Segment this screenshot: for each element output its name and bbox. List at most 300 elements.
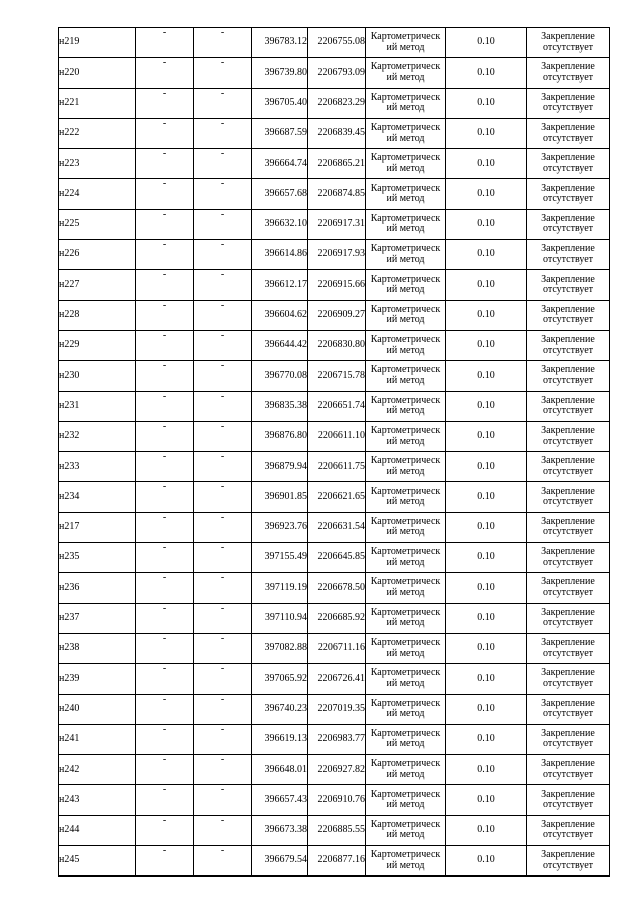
note-text-line-2: отсутствует bbox=[542, 768, 594, 780]
accuracy-cell: 0.10 bbox=[446, 664, 527, 694]
dash-cell: - bbox=[136, 482, 194, 512]
note-text-line-2: отсутствует bbox=[542, 647, 594, 659]
method-text-line-2: ий метод bbox=[386, 223, 425, 235]
point-name-cell: н232 bbox=[59, 421, 136, 451]
y-coordinate-cell: 2206910.76 bbox=[308, 785, 366, 815]
dash-cell: - bbox=[136, 88, 194, 118]
point-name-cell: н225 bbox=[59, 209, 136, 239]
table-row bbox=[59, 633, 610, 663]
point-name-cell: н224 bbox=[59, 179, 136, 209]
point-name-cell: н228 bbox=[59, 300, 136, 330]
note-cell bbox=[527, 330, 610, 360]
accuracy-cell: 0.10 bbox=[446, 815, 527, 845]
method-cell bbox=[366, 270, 446, 300]
method-text-line-1: Картометрическ bbox=[370, 243, 441, 255]
dash-cell: - bbox=[194, 240, 252, 270]
note-cell bbox=[527, 785, 610, 815]
dash-cell: - bbox=[194, 58, 252, 88]
y-coordinate-cell: 2206830.80 bbox=[308, 330, 366, 360]
note-cell bbox=[527, 270, 610, 300]
dash-cell: - bbox=[136, 755, 194, 785]
method-cell bbox=[366, 633, 446, 663]
table-row bbox=[59, 58, 610, 88]
method-text-line-2: ий метод bbox=[386, 708, 425, 720]
x-coordinate-cell: 396687.59 bbox=[252, 118, 308, 148]
note-cell bbox=[527, 512, 610, 542]
method-text-line-1: Картометрическ bbox=[370, 31, 441, 43]
y-coordinate-cell: 2206715.78 bbox=[308, 361, 366, 391]
table-row bbox=[59, 361, 610, 391]
table-row bbox=[59, 482, 610, 512]
method-text-line-2: ий метод bbox=[386, 435, 425, 447]
method-cell bbox=[366, 118, 446, 148]
x-coordinate-cell: 396673.38 bbox=[252, 815, 308, 845]
table-row bbox=[59, 88, 610, 118]
method-text-line-1: Картометрическ bbox=[370, 697, 441, 709]
table-row bbox=[59, 755, 610, 785]
note-cell bbox=[527, 603, 610, 633]
method-text-line-1: Картометрическ bbox=[370, 727, 441, 739]
note-cell bbox=[527, 543, 610, 573]
accuracy-cell: 0.10 bbox=[446, 58, 527, 88]
note-text-line-1: Закрепление bbox=[541, 61, 595, 73]
x-coordinate-cell: 396770.08 bbox=[252, 361, 308, 391]
dash-cell: - bbox=[194, 88, 252, 118]
y-coordinate-cell: 2206726.41 bbox=[308, 664, 366, 694]
note-cell bbox=[527, 391, 610, 421]
method-cell bbox=[366, 330, 446, 360]
y-coordinate-cell: 2206917.31 bbox=[308, 209, 366, 239]
accuracy-cell: 0.10 bbox=[446, 694, 527, 724]
dash-cell: - bbox=[194, 361, 252, 391]
note-cell bbox=[527, 755, 610, 785]
method-text-line-2: ий метод bbox=[386, 799, 425, 811]
x-coordinate-cell: 397065.92 bbox=[252, 664, 308, 694]
dash-cell: - bbox=[136, 300, 194, 330]
method-cell bbox=[366, 300, 446, 330]
note-text-line-2: отсутствует bbox=[542, 677, 594, 689]
note-text-line-2: отсутствует bbox=[542, 344, 594, 356]
dash-cell: - bbox=[194, 543, 252, 573]
table-row bbox=[59, 724, 610, 754]
y-coordinate-cell: 2206839.45 bbox=[308, 118, 366, 148]
accuracy-cell: 0.10 bbox=[446, 543, 527, 573]
dash-cell: - bbox=[136, 815, 194, 845]
dash-cell: - bbox=[194, 179, 252, 209]
note-text-line-1: Закрепление bbox=[541, 364, 595, 376]
table-row bbox=[59, 240, 610, 270]
note-cell bbox=[527, 724, 610, 754]
x-coordinate-cell: 396604.62 bbox=[252, 300, 308, 330]
dash-cell: - bbox=[136, 28, 194, 58]
table-body bbox=[59, 28, 610, 877]
note-text-line-1: Закрепление bbox=[541, 31, 595, 43]
method-cell bbox=[366, 58, 446, 88]
point-name-cell: н222 bbox=[59, 118, 136, 148]
note-text-line-1: Закрепление bbox=[541, 515, 595, 527]
x-coordinate-cell: 396740.23 bbox=[252, 694, 308, 724]
coordinates-table bbox=[58, 27, 610, 877]
method-cell bbox=[366, 240, 446, 270]
dash-cell: - bbox=[136, 694, 194, 724]
method-text-line-2: ий метод bbox=[386, 859, 425, 871]
note-text-line-2: отсутствует bbox=[542, 41, 594, 53]
y-coordinate-cell: 2206631.54 bbox=[308, 512, 366, 542]
accuracy-cell: 0.10 bbox=[446, 846, 527, 877]
dash-cell: - bbox=[136, 118, 194, 148]
point-name-cell: н219 bbox=[59, 28, 136, 58]
method-cell bbox=[366, 361, 446, 391]
note-text-line-2: отсутствует bbox=[542, 496, 594, 508]
y-coordinate-cell: 2206651.74 bbox=[308, 391, 366, 421]
method-cell bbox=[366, 391, 446, 421]
note-text-line-2: отсутствует bbox=[542, 617, 594, 629]
accuracy-cell: 0.10 bbox=[446, 118, 527, 148]
method-text-line-1: Картометрическ bbox=[370, 455, 441, 467]
note-cell bbox=[527, 421, 610, 451]
method-text-line-2: ий метод bbox=[386, 465, 425, 477]
note-cell bbox=[527, 361, 610, 391]
y-coordinate-cell: 2206621.65 bbox=[308, 482, 366, 512]
y-coordinate-cell: 2206755.08 bbox=[308, 28, 366, 58]
x-coordinate-cell: 396783.12 bbox=[252, 28, 308, 58]
method-text-line-2: ий метод bbox=[386, 374, 425, 386]
dash-cell: - bbox=[136, 785, 194, 815]
note-text-line-2: отсутствует bbox=[542, 556, 594, 568]
note-cell bbox=[527, 633, 610, 663]
x-coordinate-cell: 396901.85 bbox=[252, 482, 308, 512]
x-coordinate-cell: 396632.10 bbox=[252, 209, 308, 239]
point-name-cell: н229 bbox=[59, 330, 136, 360]
dash-cell: - bbox=[136, 573, 194, 603]
accuracy-cell: 0.10 bbox=[446, 209, 527, 239]
accuracy-cell: 0.10 bbox=[446, 28, 527, 58]
y-coordinate-cell: 2206874.85 bbox=[308, 179, 366, 209]
x-coordinate-cell: 396612.17 bbox=[252, 270, 308, 300]
table-row bbox=[59, 179, 610, 209]
method-cell bbox=[366, 421, 446, 451]
point-name-cell: н237 bbox=[59, 603, 136, 633]
accuracy-cell: 0.10 bbox=[446, 785, 527, 815]
method-text-line-2: ий метод bbox=[386, 41, 425, 53]
y-coordinate-cell: 2206865.21 bbox=[308, 149, 366, 179]
point-name-cell: н244 bbox=[59, 815, 136, 845]
method-cell bbox=[366, 694, 446, 724]
dash-cell: - bbox=[194, 330, 252, 360]
note-text-line-1: Закрепление bbox=[541, 849, 595, 861]
note-text-line-1: Закрепление bbox=[541, 758, 595, 770]
point-name-cell: н226 bbox=[59, 240, 136, 270]
accuracy-cell: 0.10 bbox=[446, 149, 527, 179]
dash-cell: - bbox=[194, 300, 252, 330]
note-text-line-2: отсутствует bbox=[542, 71, 594, 83]
note-text-line-1: Закрепление bbox=[541, 788, 595, 800]
point-name-cell: н238 bbox=[59, 633, 136, 663]
note-text-line-1: Закрепление bbox=[541, 818, 595, 830]
x-coordinate-cell: 396705.40 bbox=[252, 88, 308, 118]
y-coordinate-cell: 2206917.93 bbox=[308, 240, 366, 270]
dash-cell: - bbox=[194, 603, 252, 633]
method-text-line-1: Картометрическ bbox=[370, 122, 441, 134]
note-text-line-2: отсутствует bbox=[542, 859, 594, 871]
note-cell bbox=[527, 452, 610, 482]
note-text-line-1: Закрепление bbox=[541, 727, 595, 739]
note-text-line-1: Закрепление bbox=[541, 303, 595, 315]
dash-cell: - bbox=[136, 149, 194, 179]
note-text-line-2: отсутствует bbox=[542, 405, 594, 417]
method-text-line-1: Картометрическ bbox=[370, 182, 441, 194]
note-text-line-2: отсутствует bbox=[542, 132, 594, 144]
point-name-cell: н220 bbox=[59, 58, 136, 88]
accuracy-cell: 0.10 bbox=[446, 88, 527, 118]
note-text-line-1: Закрепление bbox=[541, 455, 595, 467]
method-cell bbox=[366, 482, 446, 512]
y-coordinate-cell: 2206711.16 bbox=[308, 633, 366, 663]
dash-cell: - bbox=[136, 421, 194, 451]
note-cell bbox=[527, 179, 610, 209]
y-coordinate-cell: 2206823.29 bbox=[308, 88, 366, 118]
dash-cell: - bbox=[194, 755, 252, 785]
method-text-line-1: Картометрическ bbox=[370, 364, 441, 376]
x-coordinate-cell: 397110.94 bbox=[252, 603, 308, 633]
accuracy-cell: 0.10 bbox=[446, 240, 527, 270]
point-name-cell: н233 bbox=[59, 452, 136, 482]
method-text-line-1: Картометрическ bbox=[370, 303, 441, 315]
x-coordinate-cell: 396923.76 bbox=[252, 512, 308, 542]
point-name-cell: н240 bbox=[59, 694, 136, 724]
table-row bbox=[59, 573, 610, 603]
method-text-line-2: ий метод bbox=[386, 768, 425, 780]
note-cell bbox=[527, 300, 610, 330]
method-cell bbox=[366, 724, 446, 754]
x-coordinate-cell: 396664.74 bbox=[252, 149, 308, 179]
note-text-line-2: отсутствует bbox=[542, 435, 594, 447]
accuracy-cell: 0.10 bbox=[446, 421, 527, 451]
y-coordinate-cell: 2206685.92 bbox=[308, 603, 366, 633]
method-text-line-2: ий метод bbox=[386, 162, 425, 174]
method-text-line-1: Картометрическ bbox=[370, 515, 441, 527]
note-cell bbox=[527, 28, 610, 58]
table-row bbox=[59, 543, 610, 573]
method-text-line-1: Картометрическ bbox=[370, 606, 441, 618]
method-cell bbox=[366, 664, 446, 694]
method-text-line-2: ий метод bbox=[386, 344, 425, 356]
note-text-line-2: отсутствует bbox=[542, 193, 594, 205]
note-cell bbox=[527, 118, 610, 148]
note-text-line-1: Закрепление bbox=[541, 152, 595, 164]
note-text-line-2: отсутствует bbox=[542, 374, 594, 386]
method-text-line-1: Картометрическ bbox=[370, 425, 441, 436]
method-text-line-1: Картометрическ bbox=[370, 152, 441, 164]
method-text-line-2: ий метод bbox=[386, 617, 425, 629]
method-text-line-2: ий метод bbox=[386, 193, 425, 205]
note-text-line-1: Закрепление bbox=[541, 697, 595, 709]
table-row bbox=[59, 330, 610, 360]
point-name-cell: н234 bbox=[59, 482, 136, 512]
dash-cell: - bbox=[194, 846, 252, 877]
note-cell bbox=[527, 149, 610, 179]
dash-cell: - bbox=[194, 452, 252, 482]
note-cell bbox=[527, 88, 610, 118]
accuracy-cell: 0.10 bbox=[446, 573, 527, 603]
method-cell bbox=[366, 603, 446, 633]
note-text-line-1: Закрепление bbox=[541, 546, 595, 558]
dash-cell: - bbox=[194, 149, 252, 179]
y-coordinate-cell: 2206909.27 bbox=[308, 300, 366, 330]
note-cell bbox=[527, 664, 610, 694]
method-text-line-1: Картометрическ bbox=[370, 334, 441, 346]
method-cell bbox=[366, 88, 446, 118]
point-name-cell: н235 bbox=[59, 543, 136, 573]
method-text-line-2: ий метод bbox=[386, 405, 425, 417]
method-text-line-2: ий метод bbox=[386, 586, 425, 598]
x-coordinate-cell: 396648.01 bbox=[252, 755, 308, 785]
y-coordinate-cell: 2206877.16 bbox=[308, 846, 366, 877]
y-coordinate-cell: 2206885.55 bbox=[308, 815, 366, 845]
note-text-line-1: Закрепление bbox=[541, 576, 595, 588]
dash-cell: - bbox=[194, 573, 252, 603]
note-text-line-2: отсутствует bbox=[542, 738, 594, 750]
note-text-line-2: отсутствует bbox=[542, 314, 594, 326]
table-row bbox=[59, 815, 610, 845]
note-text-line-2: отсутствует bbox=[542, 162, 594, 174]
dash-cell: - bbox=[194, 391, 252, 421]
method-cell bbox=[366, 815, 446, 845]
x-coordinate-cell: 396679.54 bbox=[252, 846, 308, 877]
dash-cell: - bbox=[136, 240, 194, 270]
table-row bbox=[59, 452, 610, 482]
accuracy-cell: 0.10 bbox=[446, 482, 527, 512]
note-text-line-2: отсутствует bbox=[542, 586, 594, 598]
note-text-line-2: отсутствует bbox=[542, 223, 594, 235]
method-text-line-2: ий метод bbox=[386, 738, 425, 750]
x-coordinate-cell: 396644.42 bbox=[252, 330, 308, 360]
x-coordinate-cell: 396835.38 bbox=[252, 391, 308, 421]
method-text-line-2: ий метод bbox=[386, 526, 425, 538]
note-text-line-2: отсутствует bbox=[542, 799, 594, 811]
note-cell bbox=[527, 209, 610, 239]
point-name-cell: н217 bbox=[59, 512, 136, 542]
dash-cell: - bbox=[136, 330, 194, 360]
accuracy-cell: 0.10 bbox=[446, 755, 527, 785]
note-text-line-1: Закрепление bbox=[541, 273, 595, 285]
method-cell bbox=[366, 573, 446, 603]
method-cell bbox=[366, 209, 446, 239]
table-row bbox=[59, 694, 610, 724]
note-text-line-2: отсутствует bbox=[542, 102, 594, 114]
note-cell bbox=[527, 58, 610, 88]
method-text-line-1: Картометрическ bbox=[370, 818, 441, 830]
dash-cell: - bbox=[136, 179, 194, 209]
method-text-line-1: Картометрическ bbox=[370, 61, 441, 73]
y-coordinate-cell: 2206793.09 bbox=[308, 58, 366, 88]
dash-cell: - bbox=[136, 270, 194, 300]
note-text-line-1: Закрепление bbox=[541, 606, 595, 618]
note-text-line-2: отсутствует bbox=[542, 708, 594, 720]
dash-cell: - bbox=[194, 815, 252, 845]
table-row bbox=[59, 209, 610, 239]
x-coordinate-cell: 397155.49 bbox=[252, 543, 308, 573]
table-row bbox=[59, 28, 610, 58]
method-text-line-1: Картометрическ bbox=[370, 788, 441, 800]
method-text-line-2: ий метод bbox=[386, 647, 425, 659]
note-cell bbox=[527, 482, 610, 512]
method-text-line-1: Картометрическ bbox=[370, 394, 441, 406]
x-coordinate-cell: 397119.19 bbox=[252, 573, 308, 603]
dash-cell: - bbox=[136, 58, 194, 88]
note-text-line-2: отсутствует bbox=[542, 829, 594, 841]
method-cell bbox=[366, 512, 446, 542]
method-text-line-2: ий метод bbox=[386, 496, 425, 508]
y-coordinate-cell: 2206927.82 bbox=[308, 755, 366, 785]
method-text-line-1: Картометрическ bbox=[370, 637, 441, 649]
dash-cell: - bbox=[136, 361, 194, 391]
accuracy-cell: 0.10 bbox=[446, 724, 527, 754]
dash-cell: - bbox=[136, 664, 194, 694]
x-coordinate-cell: 396614.86 bbox=[252, 240, 308, 270]
note-cell bbox=[527, 240, 610, 270]
method-text-line-2: ий метод bbox=[386, 284, 425, 296]
y-coordinate-cell: 2206915.66 bbox=[308, 270, 366, 300]
method-text-line-2: ий метод bbox=[386, 132, 425, 144]
note-text-line-2: отсутствует bbox=[542, 465, 594, 477]
y-coordinate-cell: 2206678.50 bbox=[308, 573, 366, 603]
table-row bbox=[59, 270, 610, 300]
accuracy-cell: 0.10 bbox=[446, 179, 527, 209]
accuracy-cell: 0.10 bbox=[446, 391, 527, 421]
note-text-line-1: Закрепление bbox=[541, 212, 595, 224]
point-name-cell: н241 bbox=[59, 724, 136, 754]
method-text-line-1: Картометрическ bbox=[370, 91, 441, 103]
method-text-line-2: ий метод bbox=[386, 556, 425, 568]
table-row bbox=[59, 118, 610, 148]
dash-cell: - bbox=[194, 664, 252, 694]
accuracy-cell: 0.10 bbox=[446, 330, 527, 360]
table-row bbox=[59, 512, 610, 542]
point-name-cell: н231 bbox=[59, 391, 136, 421]
table-row bbox=[59, 603, 610, 633]
dash-cell: - bbox=[194, 633, 252, 663]
note-text-line-1: Закрепление bbox=[541, 485, 595, 497]
note-cell bbox=[527, 846, 610, 877]
dash-cell: - bbox=[194, 724, 252, 754]
note-text-line-1: Закрепление bbox=[541, 334, 595, 346]
x-coordinate-cell: 396657.68 bbox=[252, 179, 308, 209]
method-text-line-1: Картометрическ bbox=[370, 485, 441, 497]
dash-cell: - bbox=[194, 118, 252, 148]
method-text-line-1: Картометрическ bbox=[370, 212, 441, 224]
accuracy-cell: 0.10 bbox=[446, 300, 527, 330]
dash-cell: - bbox=[194, 482, 252, 512]
note-text-line-2: отсутствует bbox=[542, 253, 594, 265]
x-coordinate-cell: 396879.94 bbox=[252, 452, 308, 482]
x-coordinate-cell: 396657.43 bbox=[252, 785, 308, 815]
method-cell bbox=[366, 785, 446, 815]
table-row bbox=[59, 300, 610, 330]
table-row bbox=[59, 785, 610, 815]
dash-cell: - bbox=[194, 512, 252, 542]
method-text-line-1: Картометрическ bbox=[370, 576, 441, 588]
method-text-line-1: Картометрическ bbox=[370, 546, 441, 558]
note-text-line-1: Закрепление bbox=[541, 122, 595, 134]
accuracy-cell: 0.10 bbox=[446, 512, 527, 542]
method-text-line-1: Картометрическ bbox=[370, 273, 441, 285]
x-coordinate-cell: 396876.80 bbox=[252, 421, 308, 451]
note-text-line-1: Закрепление bbox=[541, 394, 595, 406]
point-name-cell: н227 bbox=[59, 270, 136, 300]
dash-cell: - bbox=[194, 785, 252, 815]
dash-cell: - bbox=[136, 724, 194, 754]
